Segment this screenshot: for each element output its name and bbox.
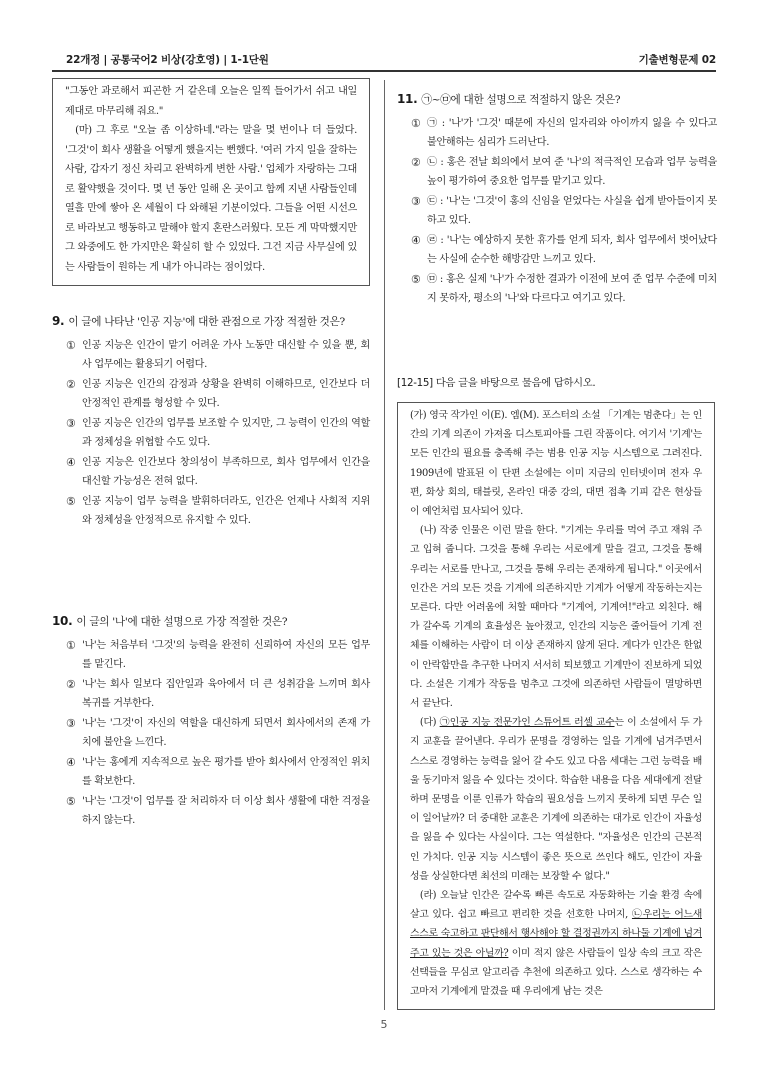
choice-number: ① (66, 338, 76, 352)
choice-list (52, 636, 370, 831)
choice-text: 인공 지능은 인간이 맡기 어려운 가사 노동만 대신할 수 있을 뿐, 회사 업무에는 활용되기 어렵다. (82, 339, 370, 370)
choice-text: 인공 지능은 인간의 업무를 보조할 수 있지만, 그 능력이 인간의 역할과 정체성을 위협할 수도 있다. (82, 417, 370, 448)
passage-paragraph-ga: (가) 영국 작가인 이(E). 엠(M). 포스터의 소설 「기계는 멈춘다」는 인간의 기계 의존이 가져올 디스토피아를 그린 작품이다. 여기서 '기계'는 모든 인간의 필요를 충족해 주는 범용 인공 지능 시스템으로 그려진다. 1909년에 발표된 이 단편 소설에는 이미 지금의 인터넷이며 전자 우편, 화상 회의, 태블릿, 온라인 대중 강의, 대면 접촉 기피 같은 현상들이 예언처럼 묘사되어 있다. (410, 410, 702, 518)
question-10 (52, 612, 370, 831)
passage-paragraph: "그동안 과로해서 피곤한 거 같은데 오늘은 일찍 들어가서 쉬고 내일 제대로 마무리해 줘요." (65, 86, 357, 117)
choice-text: '나'는 회사 일보다 집안일과 육아에서 더 큰 성취감을 느끼며 회사 복귀를 거부한다. (82, 678, 370, 709)
choice-number: ④ (66, 755, 76, 769)
text-span: 이미 적지 않은 사람들이 일상 속의 크고 작은 선택들을 무심코 알고리즘 추천에 의존하고 있다. 스스로 생각하는 수고마저 기계에게 맡겼을 때 우리에게 남는 것은 (410, 947, 702, 998)
choice-number: ② (66, 677, 76, 691)
section-heading (397, 374, 717, 394)
choice-3[interactable] (66, 414, 370, 453)
question-stem (52, 612, 370, 633)
passage-box (397, 402, 715, 1010)
choice-text: ㉡ : 홍은 전날 회의에서 보여 준 '나'의 적극적인 모습과 업무 능력을 높이 평가하여 중요한 업무를 맡기고 있다. (427, 156, 717, 187)
column-divider (384, 80, 385, 1010)
question-stem (52, 312, 370, 333)
choice-2[interactable] (411, 153, 717, 192)
question-text: 이 글에 나타난 '인공 지능'에 대한 관점으로 가장 적절한 것은? (68, 316, 345, 328)
underlined-marker-2: ㉡우리는 어느새 스스로 숙고하고 판단해서 행사해야 할 결정권까지 하나둘 기계에 넘겨주고 있는 것은 아닐까? (410, 909, 702, 959)
choice-number: ⑤ (66, 794, 76, 808)
choice-number: ⑤ (411, 272, 421, 286)
choice-text: '나'는 '그것'이 업무를 잘 처리하자 더 이상 회사 생활에 대한 걱정을 하지 않는다. (82, 795, 370, 826)
text-span: (다) (419, 717, 440, 729)
choice-text: '나'는 '그것'이 자신의 역할을 대신하게 되면서 회사에서의 존재 가치에 불안을 느낀다. (82, 717, 370, 748)
text-span: (라) 오늘날 인간은 갈수록 빠른 속도로 자동화하는 기술 환경 속에 살고 있다. 쉽고 빠르고 편리한 것을 선호한 나머지, (410, 890, 702, 921)
choice-4[interactable] (66, 453, 370, 492)
choice-number: ⑤ (66, 494, 76, 508)
question-stem (397, 90, 717, 111)
page-number: 5 (380, 1018, 388, 1031)
choice-5[interactable] (411, 270, 717, 309)
question-text: ㉠~㉤에 대한 설명으로 적절하지 않은 것은? (421, 94, 621, 106)
header-set-title: 기출변형문제 02 (638, 54, 716, 66)
choice-1[interactable] (66, 636, 370, 675)
choice-1[interactable] (66, 336, 370, 375)
header-course-info: 22개정 | 공통국어2 비상(강호영) | 1-1단원 (66, 54, 269, 66)
choice-number: ② (411, 155, 421, 169)
choice-number: ① (66, 638, 76, 652)
question-number: 10. (52, 614, 73, 628)
choice-2[interactable] (66, 375, 370, 414)
passage-paragraph-da (410, 713, 702, 886)
section-title: [12-15] 다음 글을 바탕으로 물음에 답하시오. (397, 377, 596, 389)
choice-text: ㉤ : 홍은 실제 '나'가 수정한 결과가 이전에 보여 준 업무 수준에 미치지 못하자, 평소의 '나'와 다르다고 여기고 있다. (427, 273, 717, 304)
choice-5[interactable] (66, 492, 370, 531)
choice-number: ① (411, 116, 421, 130)
header-rule (52, 70, 716, 72)
choice-number: ④ (66, 455, 76, 469)
choice-3[interactable] (411, 192, 717, 231)
choice-text: ㉣ : '나'는 예상하지 못한 휴가를 얻게 되자, 회사 업무에서 벗어났다는 사실에 순수한 해방감만 느끼고 있다. (427, 234, 717, 265)
choice-1[interactable] (411, 114, 717, 153)
choice-number: ③ (411, 194, 421, 208)
choice-text: 인공 지능은 인간보다 창의성이 부족하므로, 회사 업무에서 인간을 대신할 가능성은 전혀 없다. (82, 456, 370, 487)
choice-number: ④ (411, 233, 421, 247)
passage-paragraph: (마) 그 후로 "오늘 좀 이상하네."라는 말을 몇 번이나 더 들었다. '그것'이 회사 생활을 어떻게 했을지는 뻔했다. '여러 가지 일을 잘하는 사람, 갑자기 정신 차리고 완벽하게 변한 사람.' 업체가 자랑하는 그대로 활약했을 것이다. 몇 년 동안 일해 온 곳이고 함께 지낸 사람들인데 열흘 만에 쌓아 온 세월이 다 와해된 기분이었다. 그들을 어떤 시선으로 바라보고 행동하고 말해야 할지 혼란스러웠다. 모든 게 막막했지만 그 와중에도 한 가지만은 확실히 할 수 있었다. 그건 지금 사무실에 있는 사람들이 원하는 게 내가 아니라는 점이었다. (65, 125, 357, 273)
question-number: 11. (397, 92, 418, 106)
underlined-marker-1: ㉠인공 지능 전문가인 스튜어트 러셀 교수 (439, 717, 615, 729)
question-number: 9. (52, 314, 65, 328)
choice-4[interactable] (411, 231, 717, 270)
choice-4[interactable] (66, 753, 370, 792)
question-11 (397, 90, 717, 309)
left-column (52, 78, 370, 286)
passage-excerpt-box (52, 78, 370, 286)
choice-list (52, 336, 370, 531)
reading-passage (397, 402, 715, 1010)
choice-number: ③ (66, 416, 76, 430)
choice-2[interactable] (66, 675, 370, 714)
choice-3[interactable] (66, 714, 370, 753)
choice-number: ② (66, 377, 76, 391)
choice-list (397, 114, 717, 309)
choice-5[interactable] (66, 792, 370, 831)
passage-paragraph-ra (410, 886, 702, 1001)
passage-paragraph-na: (나) 작중 인물은 이런 말을 한다. "기계는 우리를 먹여 주고 재워 주고 입혀 줍니다. 그것을 통해 우리는 서로에게 말을 걸고, 그것을 통해 우리는 서로를 만나고, 그것을 통해 우리는 존재하게 됩니다." 이곳에서 인간은 거의 모든 것을 기계에 의존하지만 기계가 어떻게 작동하는지는 모른다. 다만 어려움에 처할 때마다 "기계여, 기계여!"라고 외친다. 해가 갈수록 기계의 효율성은 높아졌고, 인간의 지능은 줄어들어 기계 전체를 이해하는 사람이 더 이상 존재하지 않게 된다. 게다가 인간은 한없이 안락함만을 추구한 나머지 서서히 퇴보했고 기계만이 진보하게 되었다. 소설은 기계가 작동을 멈추고 그것에 의존하던 사람들이 멸망하면서 끝난다. (410, 525, 702, 710)
choice-text: 인공 지능이 업무 능력을 발휘하더라도, 인간은 언제나 사회적 지위와 정체성을 안정적으로 유지할 수 있다. (82, 495, 370, 526)
choice-text: '나'는 처음부터 '그것'의 능력을 완전히 신뢰하여 자신의 모든 업무를 맡긴다. (82, 639, 370, 670)
choice-text: ㉢ : '나'는 '그것'이 홍의 신임을 얻었다는 사실을 쉽게 받아들이지 못하고 있다. (427, 195, 717, 226)
text-span: 는 이 소설에서 두 가지 교훈을 끌어낸다. 우리가 문명을 경영하는 일을 기계에 넘겨주면서 스스로 경영하는 능력을 잃어 갈 수도 있고 다음 세대는 그런 능력을 배울 동기마저 잃을 수 있다는 것이다. 학습한 내용을 다음 세대에게 전달하며 문명을 이룬 인류가 학습의 필요성을 느끼지 못하게 되면 무슨 일이 일어날까? 더 중대한 교훈은 기계에 의존하는 대가로 인간이 자율성을 잃을 수 있다는 사실이다. 그는 역설한다. "자율성은 인간의 근본적인 가치다. 인공 지능 시스템이 좋은 뜻으로 쓰인다 해도, 인간이 자율성을 상실한다면 최선의 미래는 보장할 수 없다." (410, 717, 702, 882)
choice-number: ③ (66, 716, 76, 730)
question-text: 이 글의 '나'에 대한 설명으로 가장 적절한 것은? (76, 616, 288, 628)
question-9 (52, 312, 370, 531)
choice-text: '나'는 홍에게 지속적으로 높은 평가를 받아 회사에서 안정적인 위치를 확보한다. (82, 756, 370, 787)
choice-text: 인공 지능은 인간의 감정과 상황을 완벽히 이해하므로, 인간보다 더 안정적인 관계를 형성할 수 있다. (82, 378, 370, 409)
choice-text: ㉠ : '나'가 '그것' 때문에 자신의 일자리와 아이까지 잃을 수 있다고 불안해하는 심리가 드러난다. (427, 117, 717, 148)
